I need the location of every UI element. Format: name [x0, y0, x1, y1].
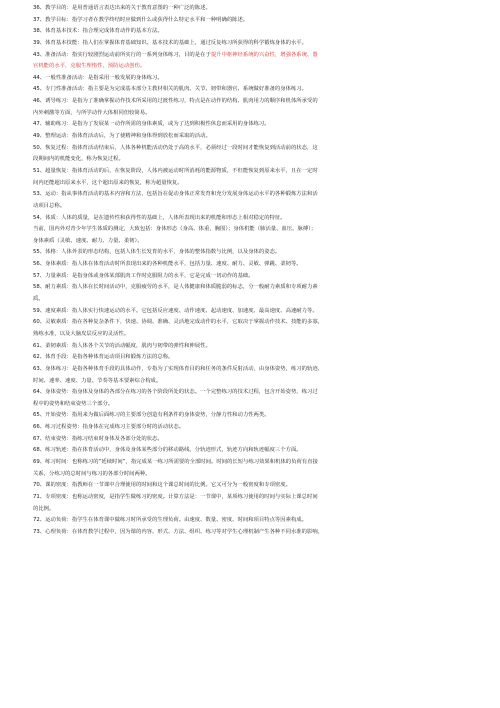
line-text: 50、恢复过程：指体育活动结束后，人体各种机能活动仍处于高的水平，必须经过一段时间才能恢复到活动前的状态，这: [33, 144, 318, 151]
line-text: 69、练习时间：也称练习的“延续时间”，指完成某一练习所需要的全部时间。时间的长短与练习效果和机体的负荷有直接: [33, 458, 318, 465]
line-text: 54、体质：人体的质量，是在遗传性和获得性的基础上，人体所表现出来的机能和形态上相对稳定的特征。: [33, 214, 286, 221]
text-line: [33, 213, 482, 225]
text-line: [33, 166, 482, 178]
text-line: [33, 376, 482, 388]
line-text: 44、一般性准备活动：是指采用一般发展的身体练习。: [33, 74, 163, 81]
highlighted-text: 官机能的水平，克服生理惰性，预防运动创伤。: [33, 63, 146, 70]
text-line: [33, 329, 482, 341]
line-text: 的比例。: [33, 505, 55, 512]
line-text: 63、身体练习：是指各种体育手段的具体动作，专指为了实现体育目的和任务的条件反射活动，由身体姿势，练习的轨迹、: [33, 365, 324, 372]
text-line: [33, 3, 482, 15]
text-line: [33, 143, 482, 155]
line-text: 65、开始姿势：指用来为做后面练习的主要部分创造有利条件的身体姿势，分静力性和动力性两类。: [33, 412, 270, 419]
text-line: [33, 178, 482, 190]
text-line: [33, 247, 482, 259]
line-text: 73、心理负荷：在体育教学过程中，因为课的内容、形式、方法、组织、练习等对学生心理机制产生各种不同水准的影响，: [33, 528, 324, 535]
text-line: [33, 422, 482, 434]
line-text: 36、教学目的：是用普通语言表达出来的关于教育意图的一种广泛的陈述。: [33, 5, 211, 11]
line-text: 时间、速率、速度、力量、节奏等基本要素综合构成。: [33, 377, 162, 384]
line-text: 内外刺激等方面，与所学动作大体相同但较简易。: [33, 109, 151, 116]
text-line: [33, 341, 482, 353]
text-line: [33, 15, 482, 27]
line-text: 71、专项密度：也称运动密度，是指学生做练习的密度。计算方法是：一节课中，某项练习使用的时间与实际上课总时间: [33, 493, 318, 500]
line-text: 59、速度素质：指人体实行快速运动的水平。它包括反应速度、动作速度、起动速度、加速度、最高速度、高速耐力等。: [33, 307, 318, 314]
line-text: 动项目总称。: [33, 202, 66, 209]
text-line: [33, 108, 482, 120]
line-text: 66、练习过程姿势：指身体在完成练习主要部分时的活动状态。: [33, 424, 185, 431]
line-text: 56、身体素质：指人体在体育活动时所表现出来的各种机能水平，包括力量、速度、耐力、灵敏、弹跳、柔韧等。: [33, 261, 302, 268]
line-text: 61、柔韧素质：指人体各个关节的活动幅度，肌肉与韧带的弹性和伸展性。: [33, 342, 211, 349]
text-line: [33, 527, 482, 539]
line-text: 关系，分练习的总时间与练习的各部分时间两种。: [33, 470, 151, 477]
text-line: [33, 61, 482, 73]
line-text: 67、结束姿势：指练习结束时身体及各部分处的状态。: [33, 435, 163, 442]
line-text: 68、练习轨迹：指在体育活动中，身体及身体某些部分的移动路线，分轨迹形式，轨迹方向和轨迹幅度三个方面。: [33, 447, 302, 454]
text-line: [33, 96, 482, 108]
line-text: 62、体育手段：是指各种体育运动项目和锻炼方法的总称。: [33, 354, 174, 361]
line-text: 70、课的密度：指教师在一节课中合理使用的时间和这个课总时间的比例。它又可分为一般密度和专项密度。: [33, 482, 291, 489]
text-line: [33, 399, 482, 411]
line-text: 55、体格：人体外表的形态结构，包括人体生长发育的水平，身体的整体指数与比例，以及身体的姿态。: [33, 249, 281, 256]
line-text: 38、体育基本技术：指合理完成体育动作的基本方法。: [33, 28, 163, 35]
text-line: [33, 201, 482, 213]
text-line: [33, 271, 482, 283]
line-text: 间内还能超出原来水平，这个超出原来的恢复，称为超量恢复。: [33, 179, 183, 186]
text-line: [33, 236, 482, 248]
text-line: [33, 457, 482, 469]
text-line: [33, 515, 482, 527]
line-text: 39、体育基本技能：指人们在掌握体育基础知识、基本技术的基础上，通过反复练习所获得的科学锻炼身体的水平。: [33, 39, 307, 46]
line-text: 质。: [33, 296, 44, 303]
text-line: [33, 84, 482, 96]
line-text: 53、运动：指从事体育活动的基本内容和方法，包括旨在促动身体正常发育和充分发展身体运动水平的各种锻炼方法和活: [33, 191, 318, 198]
line-text: 51、超量恢复：指体育活动的后，在恢复阶段，人体内被运动时所消耗的能源物质，不但能恢复到原来水平，且在一定时: [33, 167, 318, 174]
text-line: [33, 50, 482, 62]
line-text: 72、运动负荷：指学生在体育课中做练习时所承受的生理负荷。由速度、数量、密度、时间和项目特点等因素构成。: [33, 517, 307, 524]
line-text: 身体素质（灵敏、速度、耐力、力量、柔韧）。: [33, 237, 143, 244]
text-line: [33, 73, 482, 85]
text-line: [33, 282, 482, 294]
text-line: [33, 38, 482, 50]
line-text: 37、教学目标：指学习者在教学终结时应做到什么或获得什么特定水平和一种明确的陈述。: [33, 16, 249, 23]
text-line: [33, 317, 482, 329]
text-line: [33, 387, 482, 399]
line-text: 段期间内的机能变化，称为恢复过程。: [33, 156, 124, 163]
line-text: 57、力量素质：是指身体或身体某部肌肉工作时克服阻力的水平，它是完成一切动作的基础。: [33, 272, 254, 279]
text-line: [33, 469, 482, 481]
text-line: [33, 492, 482, 504]
text-line: [33, 189, 482, 201]
line-text: 程中的姿势和结束姿势三个部分。: [33, 400, 114, 407]
text-line: [33, 131, 482, 143]
line-text: 49、整理运动：指体育活动后，为了使精神和身体得到放松而采取的活动。: [33, 133, 211, 140]
text-line: [33, 364, 482, 376]
text-line: [33, 352, 482, 364]
line-text: 43、准备活动：指实行较剧烈运动前所实行的一系列身体练习，目的是在于: [33, 51, 211, 58]
line-text: 58、耐力素质：指人体在长时间活动中，克服疲劳的水平，是人体健康和体质脆弱的标志，分一般耐力素质和专项耐力素: [33, 284, 318, 291]
line-text: 46、诱导练习：是指为了准确掌握动作技术所采用的过渡性练习，特点是在动作的结构、肌肉用力的顺序和机体所承受的: [33, 98, 318, 105]
text-line: [33, 224, 482, 236]
text-line: [33, 480, 482, 492]
text-line: [33, 445, 482, 457]
line-text: 45、专门性准备活动：指主要是为完成基本部分主教材相关的肌肉、关节、韧带和器官、系统做好准备的身体练习。: [33, 86, 307, 93]
text-line: [33, 410, 482, 422]
text-line: [33, 154, 482, 166]
text-line: [33, 119, 482, 131]
line-text: 熟练水准，以及大脑皮层反应的灵活性。: [33, 330, 130, 337]
line-text: 60、灵敏素质：指在各种复杂条件下，快速、协调、准确、灵活地完成动作的水平，它取决于掌握动作技术、技能的多寡，: [33, 319, 324, 326]
text-line: [33, 434, 482, 446]
text-line: [33, 504, 482, 516]
text-line: [33, 306, 482, 318]
text-line: [33, 294, 482, 306]
highlighted-text: 提升中枢神经系统的兴奋性，增强各系统、器: [210, 51, 318, 58]
line-text: 47、辅助练习：是指为了发展某一动作所需的身体素质，或为了达到积极性休息而采用的身体练习。: [33, 121, 270, 128]
text-line: [33, 259, 482, 271]
line-text: 当前，国内外对青少年学生体质的测定，大致包括：身体形态（身高、体重，胸围）；身体机能（肺活量、血压、脉搏）；: [33, 226, 317, 233]
line-text: 64、身体姿势：指身体及身体的各部分在练习的各个阶段所处的状态。一个完整练习的技术过程，包含开始姿势，练习过: [33, 389, 318, 396]
text-line: [33, 26, 482, 38]
